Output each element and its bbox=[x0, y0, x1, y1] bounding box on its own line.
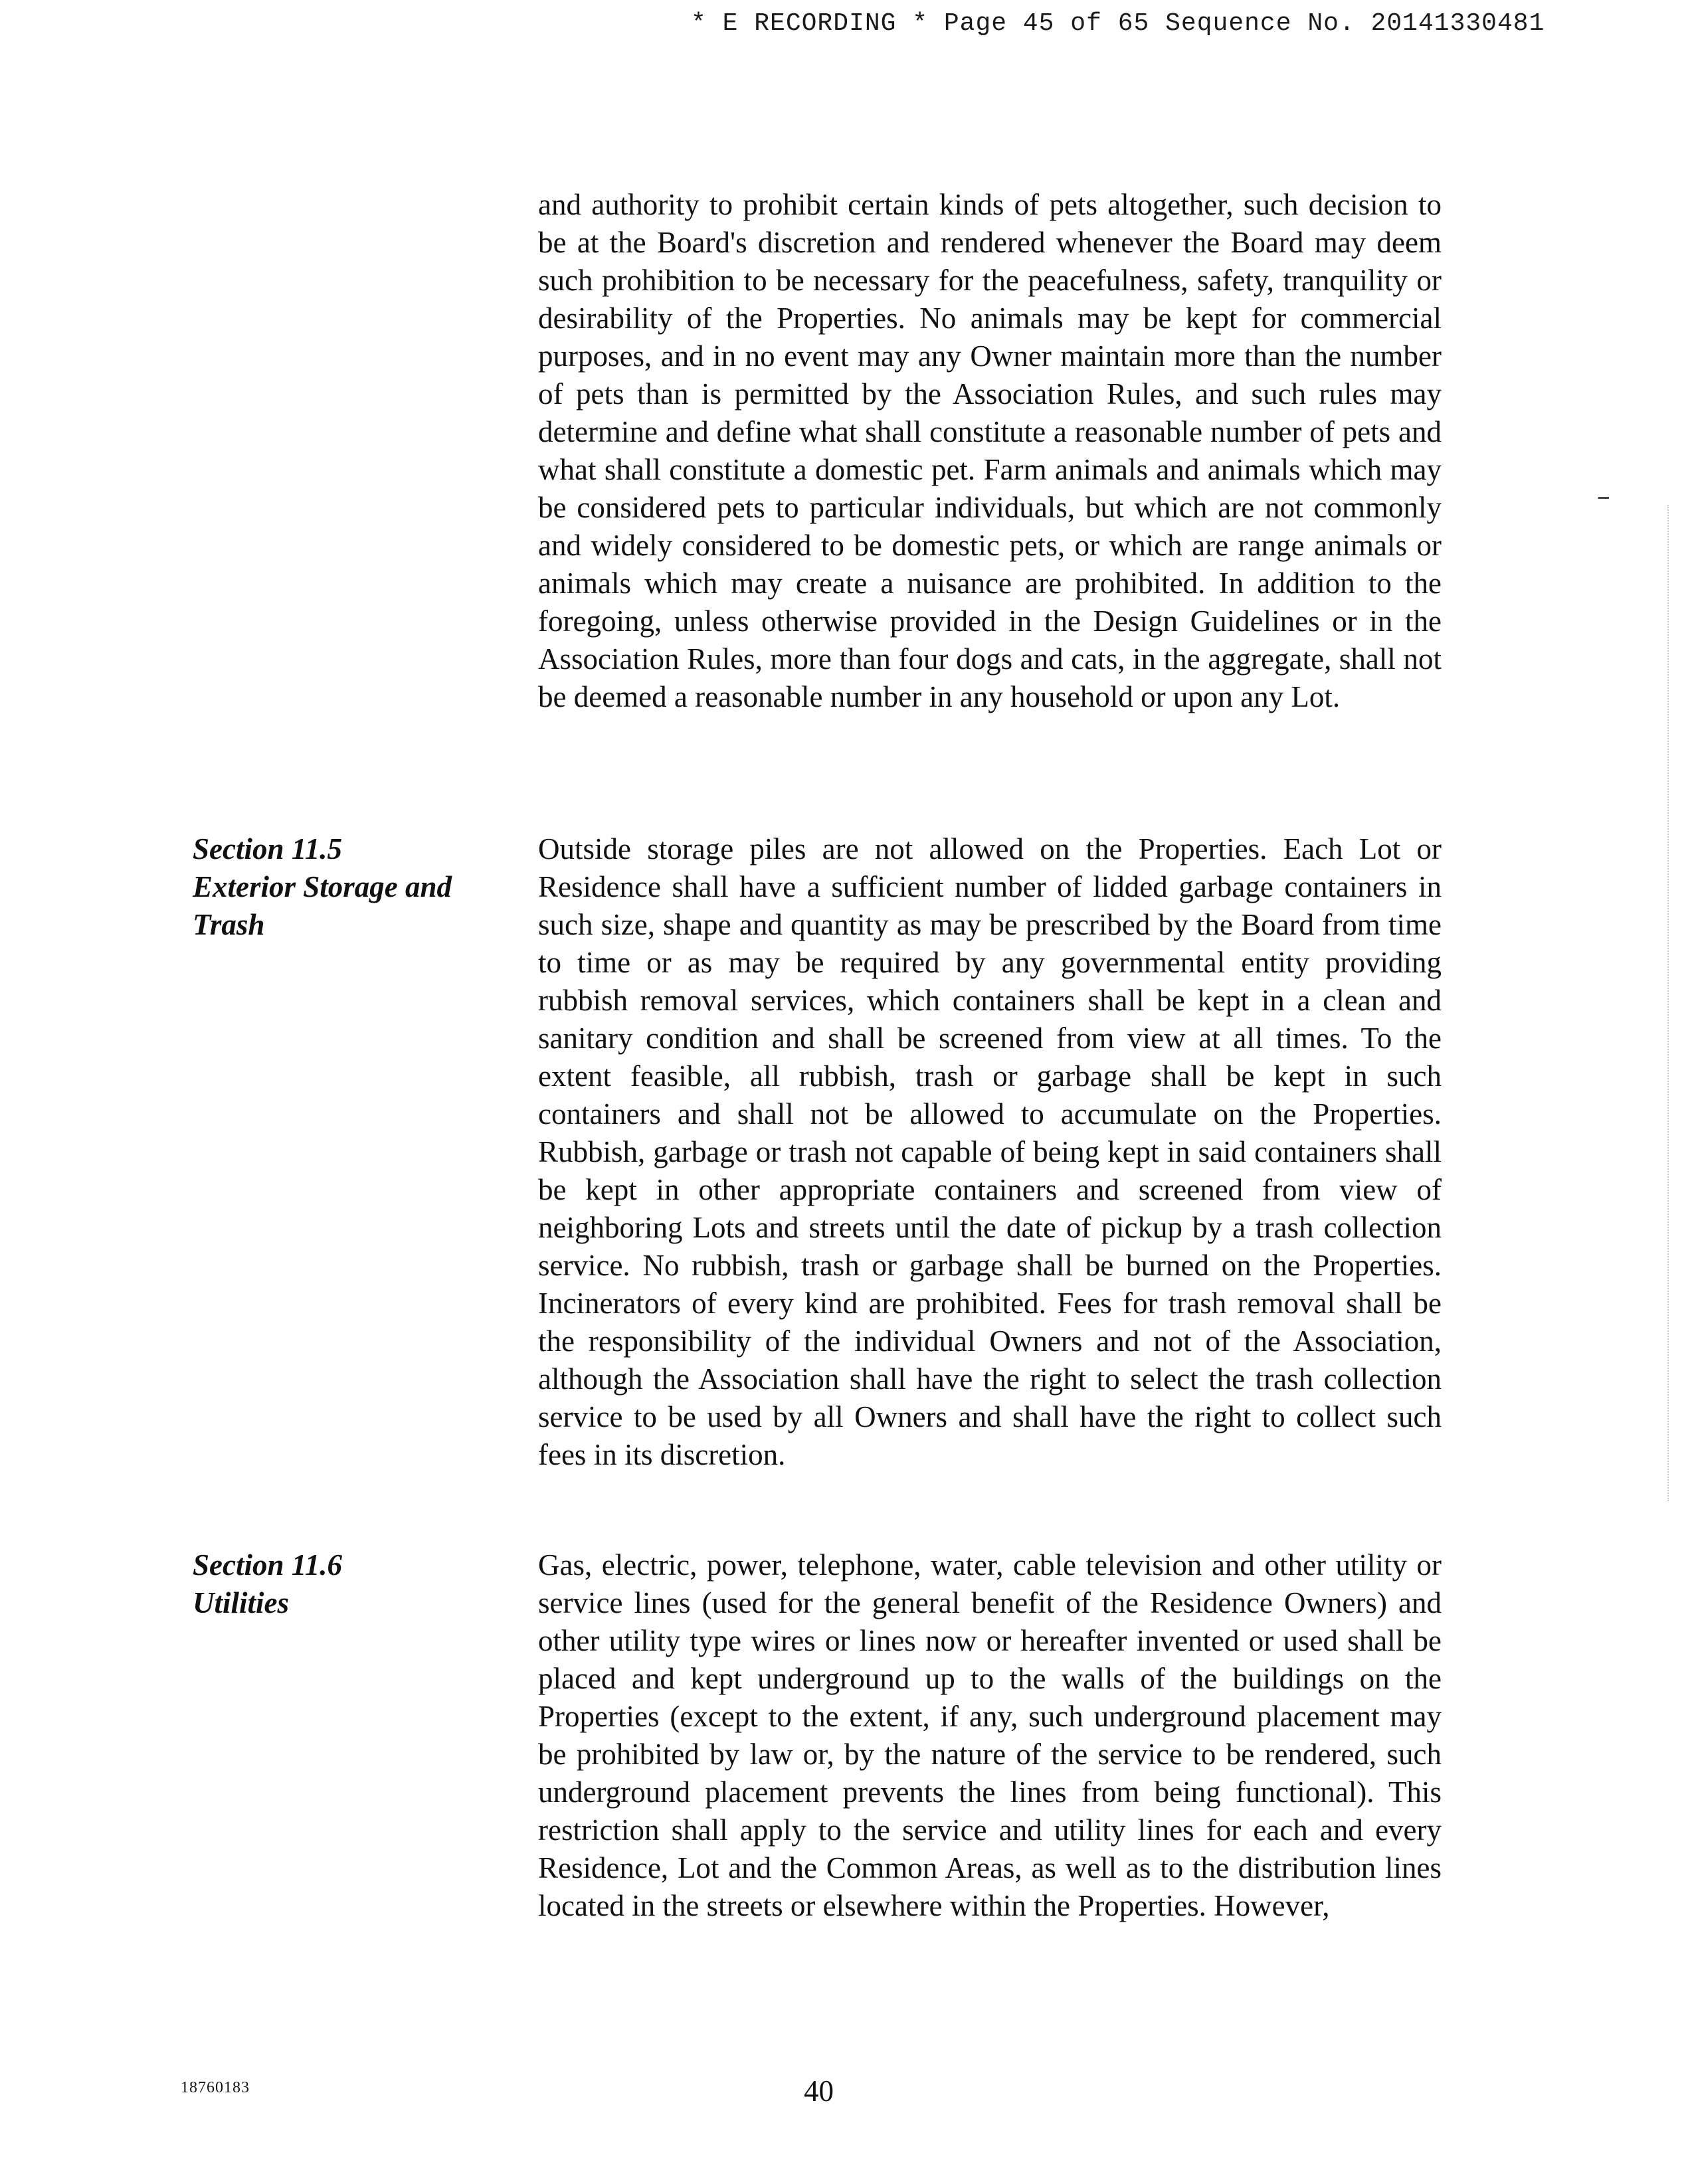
section-title-line: Utilities bbox=[193, 1586, 289, 1619]
page-number: 40 bbox=[804, 2074, 834, 2108]
section-title-line: Exterior Storage and bbox=[193, 870, 452, 903]
scan-edge-artifact bbox=[1667, 505, 1686, 1501]
section-heading-11-5 bbox=[193, 830, 505, 944]
section-heading-11-6 bbox=[193, 1546, 505, 1622]
recording-header: * E RECORDING * Page 45 of 65 Sequence No. 20141330481 bbox=[691, 9, 1545, 38]
section-title-line: Trash bbox=[193, 908, 265, 941]
continuation-paragraph: and authority to prohibit certain kinds of pets altogether, such decision to be at the Board's discretion and rendered whenever the Board may deem such prohibition to be necessary for the peacefulness, safety, tranquility or desirability of the Properties. No animals may be kept for commercial purposes, and in no event may any Owner maintain more than the number of pets than is permitted by the Association Rules, and such rules may determine and define what shall constitute a reasonable number of pets and what shall constitute a domestic pet. Farm animals and animals which may be considered pets to particular individuals, but which are not commonly and widely considered to be domestic pets, or which are range animals or animals which may create a nuisance are prohibited. In addition to the foregoing, unless otherwise provided in the Design Guidelines or in the Association Rules, more than four dogs and cats, in the aggregate, shall not be deemed a reasonable number in any household or upon any Lot. bbox=[538, 188, 1442, 713]
document-number: 18760183 bbox=[181, 2079, 250, 2096]
section-number: Section 11.6 bbox=[193, 1548, 343, 1582]
section-11-6-body: Gas, electric, power, telephone, water, cable television and other utility or service lines (used for the general benefit of the Residence Owners) and other utility type wires or lines now or hereafter invented or used shall be placed and kept underground up to the walls of the buildings on the Properties (except to the extent, if any, such underground placement may be prohibited by law or, by the nature of the service to be rendered, such underground placement prevents the lines from being functional). This restriction shall apply to the service and utility lines for each and every Residence, Lot and the Common Areas, as well as to the distribution lines located in the streets or elsewhere within the Properties. However, bbox=[538, 1548, 1442, 1922]
scan-mark bbox=[1598, 497, 1609, 499]
section-number: Section 11.5 bbox=[193, 832, 343, 865]
section-11-5-body: Outside storage piles are not allowed on the Properties. Each Lot or Residence shall have a sufficient number of lidded garbage containers in such size, shape and quantity as may be prescribed by the Board from time to time or as may be required by any governmental entity providing rubbish removal services, which containers shall be kept in a clean and sanitary condition and shall be screened from view at all times. To the extent feasible, all rubbish, trash or garbage shall be kept in such containers and shall not be allowed to accumulate on the Properties. Rubbish, garbage or trash not capable of being kept in said containers shall be kept in other appropriate containers and screened from view of neighboring Lots and streets until the date of pickup by a trash collection service. No rubbish, trash or garbage shall be burned on the Properties. Incinerators of every kind are prohibited. Fees for trash removal shall be the responsibility of the individual Owners and not of the Association, although the Association shall have the right to select the trash collection service to be used by all Owners and shall have the right to collect such fees in its discretion. bbox=[538, 832, 1442, 1471]
